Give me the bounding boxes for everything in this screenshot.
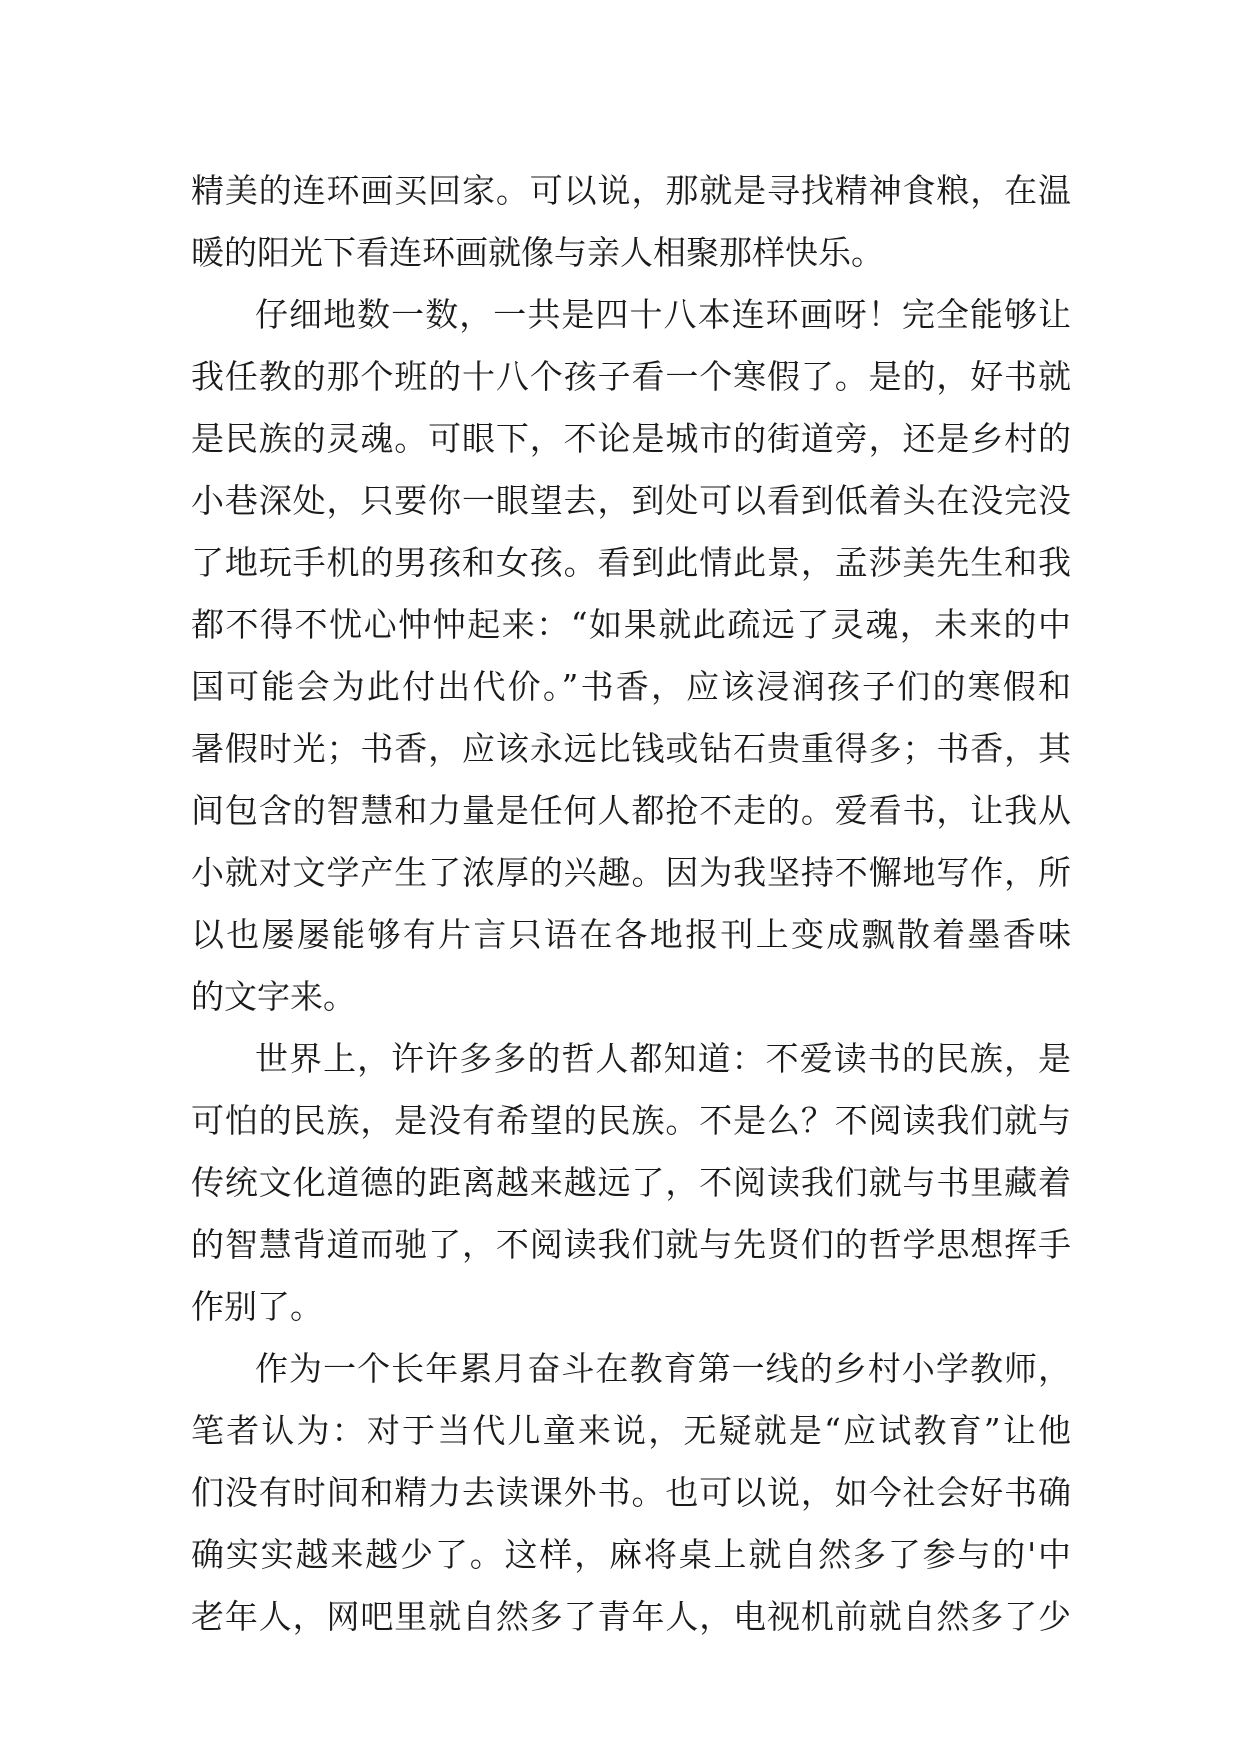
text-line: 都不得不忧心忡忡起来：“如果就此疏远了灵魂，未来的中: [191, 605, 1071, 644]
text-line: 间包含的智慧和力量是任何人都抢不走的。爱看书，让我从: [191, 791, 1071, 830]
text-line: 们没有时间和精力去读课外书。也可以说，如今社会好书确: [191, 1473, 1071, 1512]
body-text: [191, 160, 1071, 1648]
text-line: 确实实越来越少了。这样，麻将桌上就自然多了参与的'中: [191, 1535, 1071, 1574]
text-line: 了地玩手机的男孩和女孩。看到此情此景，孟莎美先生和我: [191, 543, 1071, 582]
text-line: 的智慧背道而驰了，不阅读我们就与先贤们的哲学思想挥手: [191, 1225, 1071, 1264]
text-line: 是民族的灵魂。可眼下，不论是城市的街道旁，还是乡村的: [191, 419, 1071, 458]
text-line: 小就对文学产生了浓厚的兴趣。因为我坚持不懈地写作，所: [191, 853, 1071, 892]
text-line: 小巷深处，只要你一眼望去，到处可以看到低着头在没完没: [191, 481, 1071, 520]
text-line: 精美的连环画买回家。可以说，那就是寻找精神食粮，在温: [191, 171, 1071, 210]
text-line: 传统文化道德的距离越来越远了，不阅读我们就与书里藏着: [191, 1163, 1071, 1202]
text-line: 我任教的那个班的十八个孩子看一个寒假了。是的，好书就: [191, 357, 1071, 396]
text-line: 国可能会为此付出代价。”书香，应该浸润孩子们的寒假和: [191, 667, 1071, 706]
text-line: 作为一个长年累月奋斗在教育第一线的乡村小学教师，: [255, 1349, 1071, 1388]
text-line: 笔者认为：对于当代儿童来说，无疑就是“应试教育”让他: [191, 1411, 1071, 1450]
text-line: 暖的阳光下看连环画就像与亲人相聚那样快乐。: [191, 233, 884, 272]
text-line: 暑假时光；书香，应该永远比钱或钻石贵重得多；书香，其: [191, 729, 1071, 768]
text-line: 的文字来。: [191, 977, 356, 1016]
text-line: 作别了。: [191, 1287, 323, 1326]
text-line: 老年人，网吧里就自然多了青年人，电视机前就自然多了少: [191, 1597, 1071, 1636]
text-line: 仔细地数一数，一共是四十八本连环画呀！完全能够让: [255, 295, 1071, 334]
text-line: 可怕的民族，是没有希望的民族。不是么？不阅读我们就与: [191, 1101, 1071, 1140]
text-line: 世界上，许许多多的哲人都知道：不爱读书的民族，是: [255, 1039, 1071, 1078]
text-line: 以也屡屡能够有片言只语在各地报刊上变成飘散着墨香味: [191, 915, 1071, 954]
